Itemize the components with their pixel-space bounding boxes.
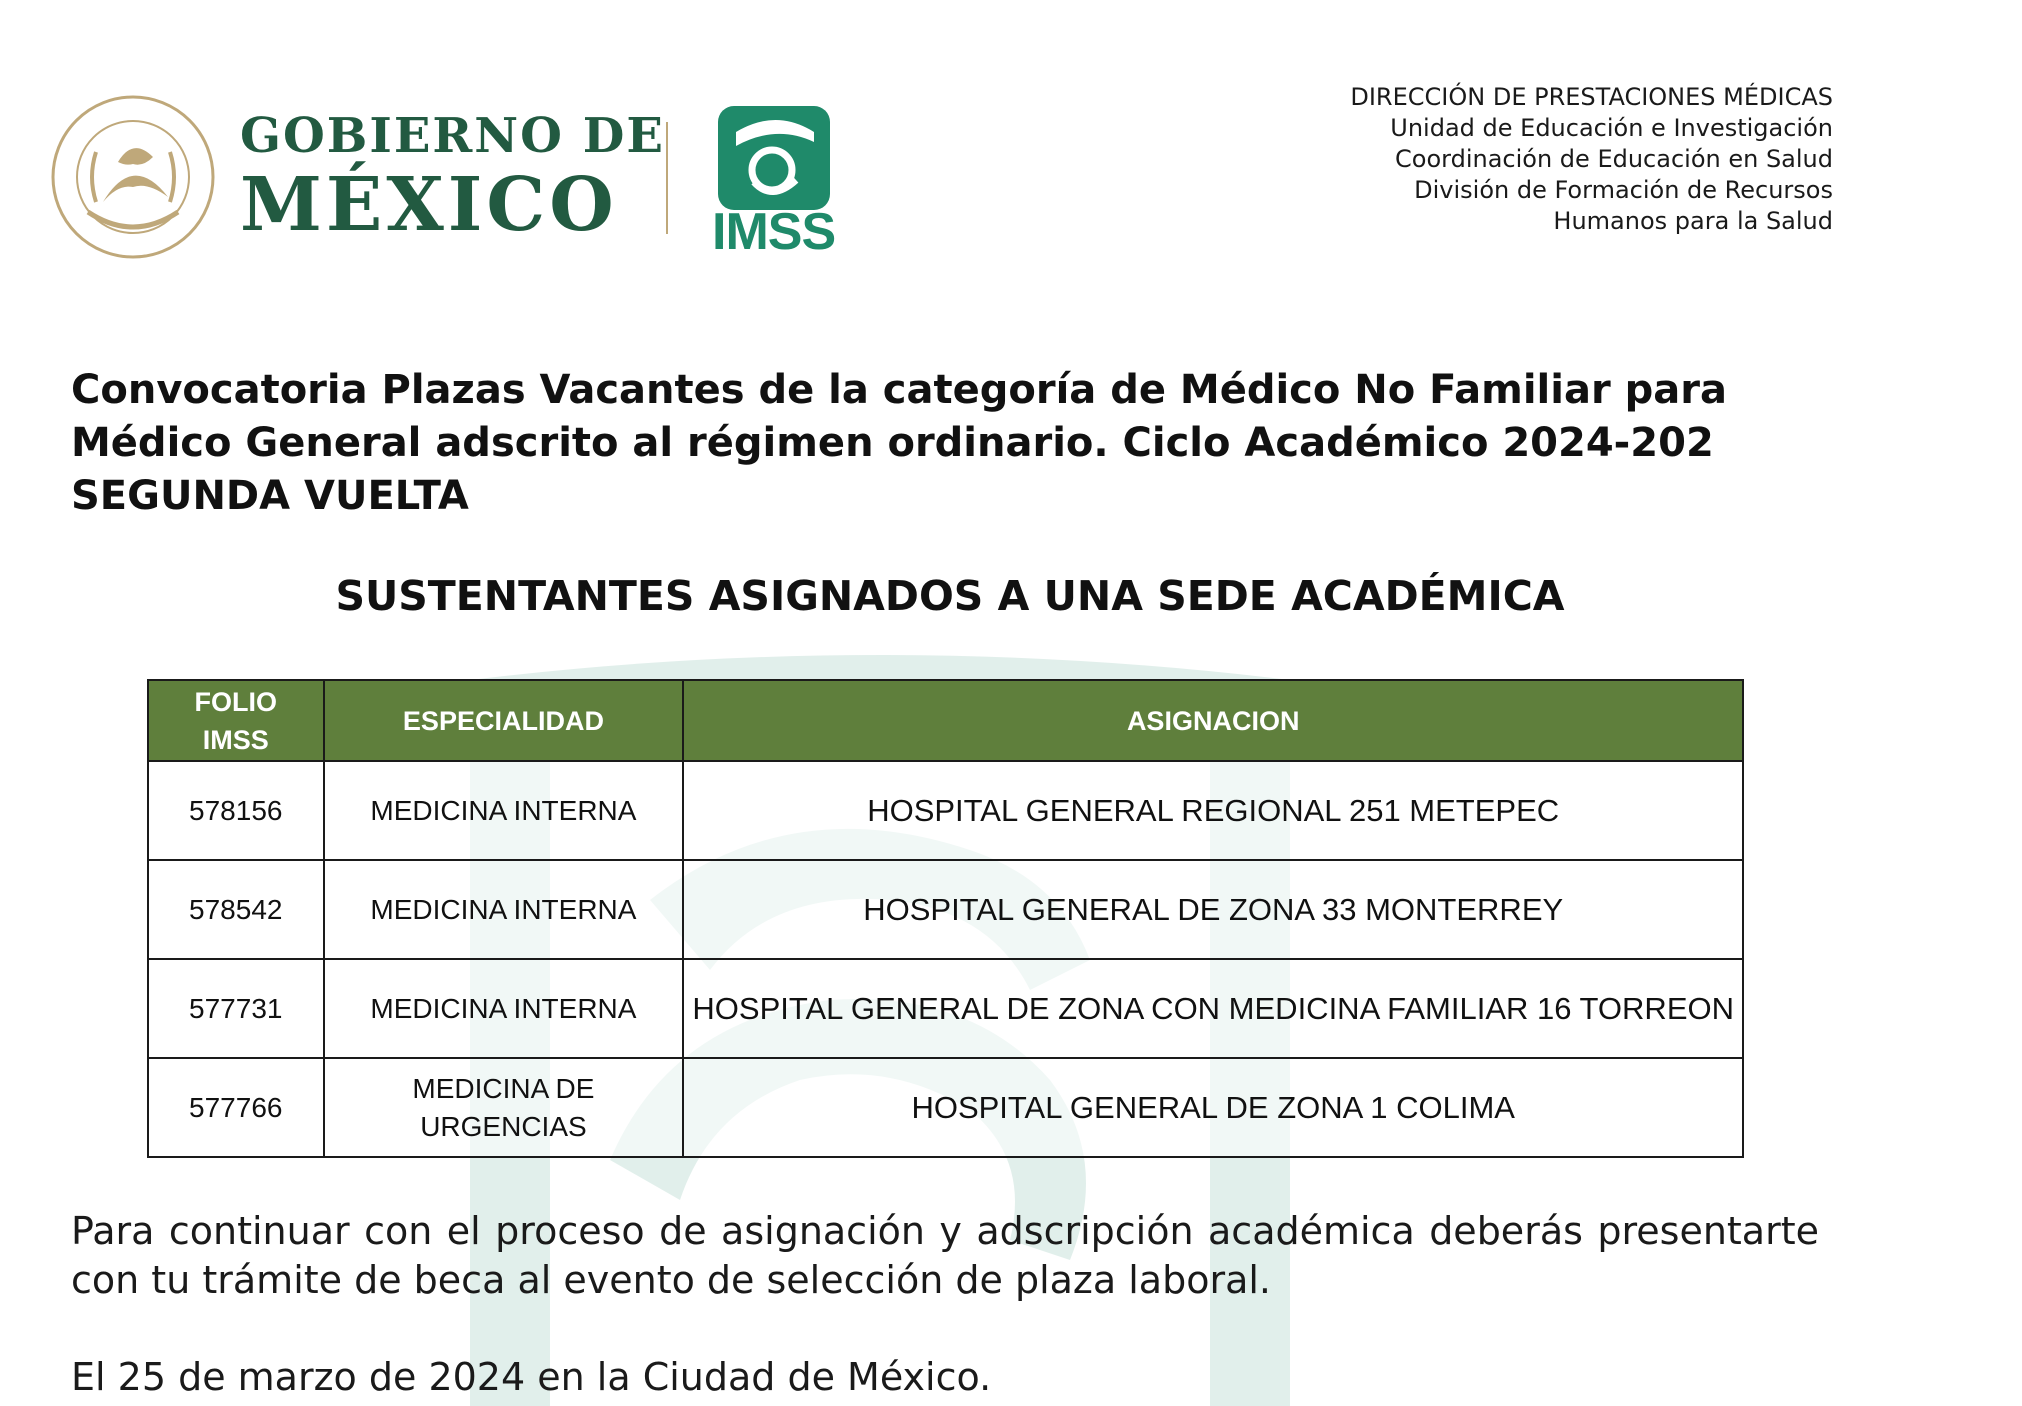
body-paragraph: Para continuar con el proceso de asignación y adscripción académica deberás presentarte con tu trámite de beca al evento de selección de plaza laboral. <box>71 1209 1819 1302</box>
table-header-row <box>148 680 1743 761</box>
table-row <box>148 860 1743 959</box>
cell-folio: 578156 <box>148 761 324 860</box>
assignments-table <box>147 679 1744 1158</box>
section-subtitle: SUSTENTANTES ASIGNADOS A UNA SEDE ACADÉMICA <box>335 572 1565 620</box>
cell-especialidad: MEDICINA INTERNA <box>324 761 684 860</box>
cell-asignacion: HOSPITAL GENERAL REGIONAL 251 METEPEC <box>683 761 1743 860</box>
title-line: Médico General adscrito al régimen ordinario. Ciclo Académico 2024-202 <box>71 420 1714 466</box>
header-divider <box>666 122 668 234</box>
table-row <box>148 959 1743 1058</box>
cell-asignacion: HOSPITAL GENERAL DE ZONA CON MEDICINA FAMILIAR 16 TORREON <box>683 959 1743 1058</box>
department-line: Humanos para la Salud <box>1553 207 1833 235</box>
cell-especialidad: MEDICINA INTERNA <box>324 959 684 1058</box>
cell-especialidad: MEDICINA INTERNA <box>324 860 684 959</box>
header-folio: FOLIO IMSS <box>148 680 324 761</box>
department-line: DIRECCIÓN DE PRESTACIONES MÉDICAS <box>1350 83 1833 111</box>
cell-especialidad: MEDICINA DE URGENCIAS <box>324 1058 684 1157</box>
imss-wordmark: IMSS <box>712 203 836 261</box>
header-asignacion: ASIGNACION <box>683 680 1743 761</box>
document-title <box>71 364 1831 523</box>
department-line: Unidad de Educación e Investigación <box>1390 114 1833 142</box>
department-line: División de Formación de Recursos <box>1414 176 1833 204</box>
table-row <box>148 1058 1743 1157</box>
date-line: El 25 de marzo de 2024 en la Ciudad de México. <box>71 1355 992 1399</box>
cell-folio: 578542 <box>148 860 324 959</box>
gobierno-line2: MÉXICO <box>240 162 618 248</box>
department-line: Coordinación de Educación en Salud <box>1395 145 1833 173</box>
title-line: Convocatoria Plazas Vacantes de la categoría de Médico No Familiar para <box>71 367 1727 413</box>
header-especialidad: ESPECIALIDAD <box>324 680 684 761</box>
table-row <box>148 761 1743 860</box>
title-line: SEGUNDA VUELTA <box>71 473 469 519</box>
cell-folio: 577731 <box>148 959 324 1058</box>
department-block <box>1350 82 1833 237</box>
national-seal-logo <box>48 92 218 262</box>
cell-folio: 577766 <box>148 1058 324 1157</box>
cell-asignacion: HOSPITAL GENERAL DE ZONA 33 MONTERREY <box>683 860 1743 959</box>
gobierno-line1: GOBIERNO DE <box>240 108 665 164</box>
cell-asignacion: HOSPITAL GENERAL DE ZONA 1 COLIMA <box>683 1058 1743 1157</box>
gobierno-wordmark <box>240 108 665 248</box>
